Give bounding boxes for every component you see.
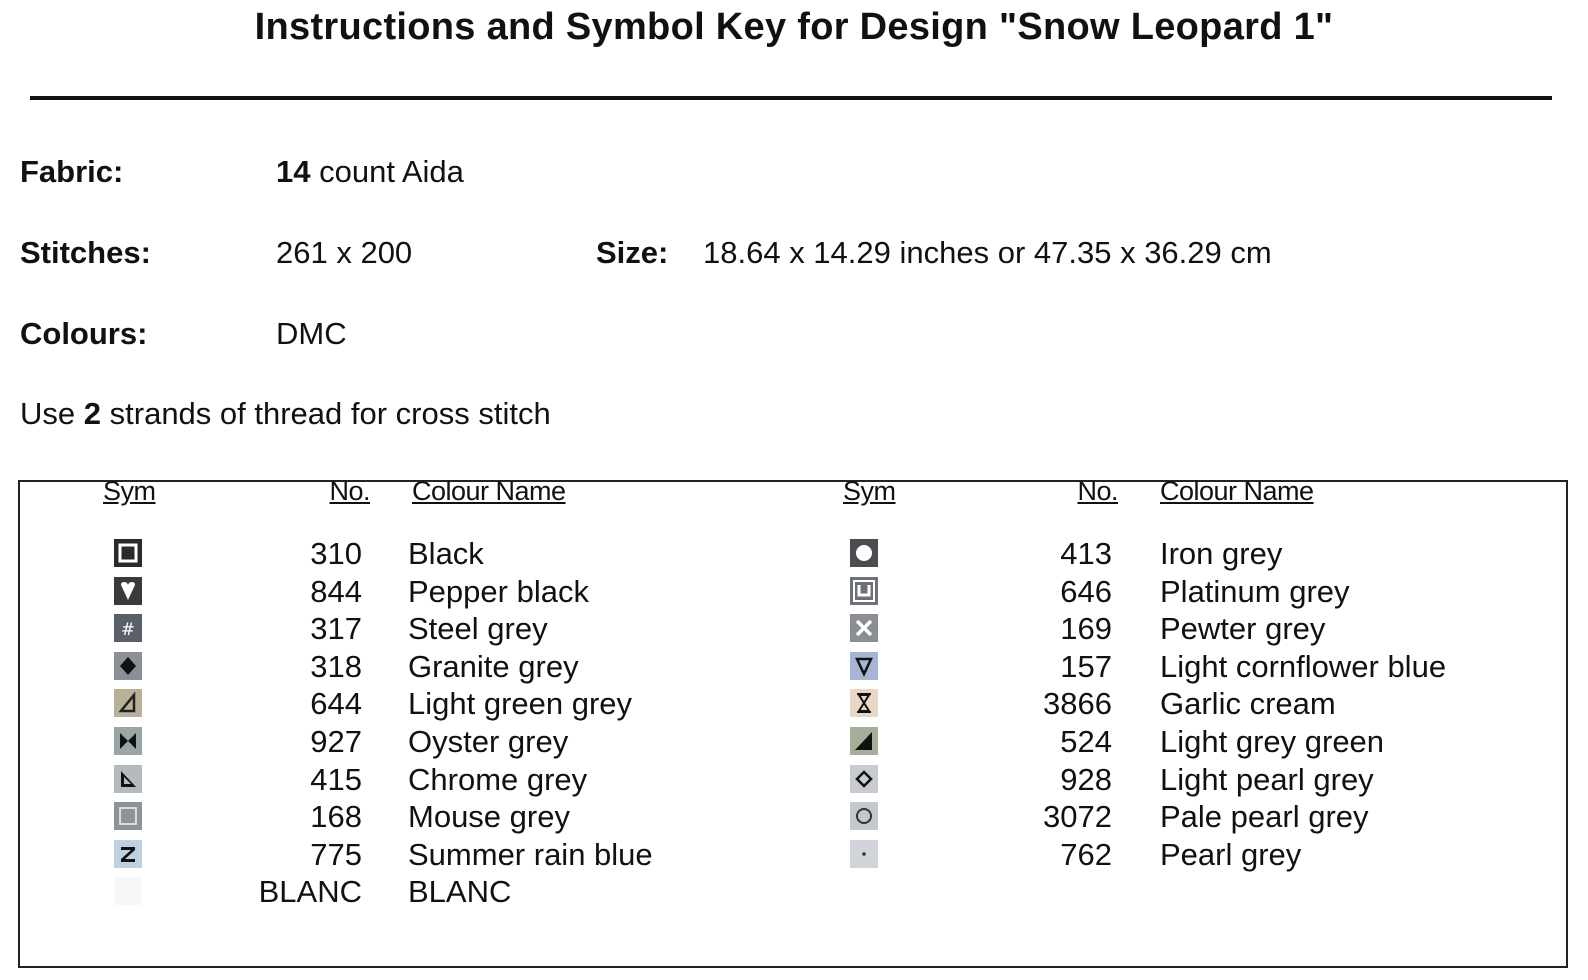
left-colour-number: 318	[310, 648, 362, 684]
right-colour-name-header: Colour Name	[1160, 476, 1314, 506]
fabric-value	[276, 154, 464, 190]
colours-value: DMC	[276, 316, 347, 351]
left-sym-header: Sym	[103, 476, 156, 506]
heart-icon	[114, 577, 142, 605]
left-colour-name: Oyster grey	[408, 724, 569, 759]
colours-label: Colours:	[20, 316, 148, 351]
circle-icon	[850, 539, 878, 567]
right-no-header: No.	[1077, 476, 1118, 506]
strands-prefix: Use	[20, 396, 76, 431]
left-colour-number: 168	[310, 799, 362, 835]
left-colour-number: 317	[310, 611, 362, 647]
left-colour-name: Steel grey	[408, 611, 548, 647]
right-colour-number: 169	[1060, 611, 1112, 647]
strands-count: 2	[83, 396, 102, 431]
size-label: Size:	[596, 235, 669, 270]
left-colour-name-header: Colour Name	[412, 476, 566, 506]
right-colour-number: 157	[1060, 648, 1112, 684]
left-colour-name: BLANC	[408, 874, 512, 910]
left-colour-number: 927	[310, 724, 362, 759]
open-square-icon	[114, 539, 142, 567]
left-colour-name: Black	[408, 536, 484, 571]
left-colour-number: 415	[310, 761, 362, 797]
left-colour-name: Summer rain blue	[408, 836, 653, 872]
left-colour-number: BLANC	[258, 874, 362, 910]
bowtie-icon	[114, 727, 142, 755]
right-colour-number: 928	[1060, 761, 1112, 797]
right-colour-name: Light grey green	[1160, 724, 1385, 759]
stitches-value: 261 x 200	[276, 235, 413, 270]
fabric-count: 14	[276, 154, 311, 189]
strands-instruction	[20, 396, 551, 432]
size-value: 18.64 x 14.29 inches or 47.35 x 36.29 cm	[703, 235, 1272, 270]
right-colour-name: Pewter grey	[1160, 611, 1326, 647]
fabric-type: count Aida	[319, 154, 464, 189]
right-colour-name: Iron grey	[1160, 536, 1283, 571]
x-icon	[850, 614, 878, 642]
blank-icon	[114, 877, 142, 905]
right-colour-number: 762	[1060, 836, 1112, 872]
right-colour-number: 3866	[1043, 686, 1112, 722]
triangle-outline-icon	[114, 689, 142, 717]
right-colour-name: Platinum grey	[1160, 573, 1350, 609]
right-colour-number: 413	[1060, 536, 1112, 571]
left-colour-name: Light green grey	[408, 686, 633, 722]
right-colour-number: 646	[1060, 573, 1112, 609]
left-colour-name: Chrome grey	[408, 761, 588, 797]
right-triangle-icon	[114, 765, 142, 793]
strands-suffix: strands of thread for cross stitch	[109, 396, 551, 431]
square-outline-icon	[114, 802, 142, 830]
hash-icon	[114, 614, 142, 642]
title-divider	[30, 96, 1552, 100]
letter-u-icon	[850, 577, 878, 605]
hourglass-icon	[850, 689, 878, 717]
filled-right-triangle-icon	[850, 727, 878, 755]
left-colour-name: Mouse grey	[408, 799, 570, 835]
right-colour-number: 3072	[1043, 799, 1112, 835]
left-colour-number: 844	[310, 573, 362, 609]
letter-z-icon	[114, 840, 142, 868]
diamond-icon	[114, 652, 142, 680]
right-sym-header: Sym	[843, 476, 896, 506]
left-colour-number: 644	[310, 686, 362, 722]
left-colour-number: 775	[310, 836, 362, 872]
left-colour-number: 310	[310, 536, 362, 571]
right-colour-name: Light pearl grey	[1160, 761, 1374, 797]
svg-text:#: #	[120, 620, 136, 641]
left-colour-name: Granite grey	[408, 648, 579, 684]
left-colour-name: Pepper black	[408, 573, 589, 609]
stitches-label: Stitches:	[20, 235, 151, 270]
page-title: Instructions and Symbol Key for Design "Snow Leopard 1"	[254, 6, 1334, 48]
right-colour-name: Pearl grey	[1160, 836, 1302, 872]
left-no-header: No.	[329, 476, 370, 506]
fabric-label: Fabric:	[20, 154, 124, 189]
down-triangle-icon	[850, 652, 878, 680]
small-circle-icon	[850, 802, 878, 830]
small-diamond-icon	[850, 765, 878, 793]
dot-icon	[850, 840, 878, 868]
right-colour-name: Pale pearl grey	[1160, 799, 1369, 835]
right-colour-name: Garlic cream	[1160, 686, 1336, 722]
right-colour-name: Light cornflower blue	[1160, 648, 1447, 684]
right-colour-number: 524	[1060, 724, 1112, 759]
